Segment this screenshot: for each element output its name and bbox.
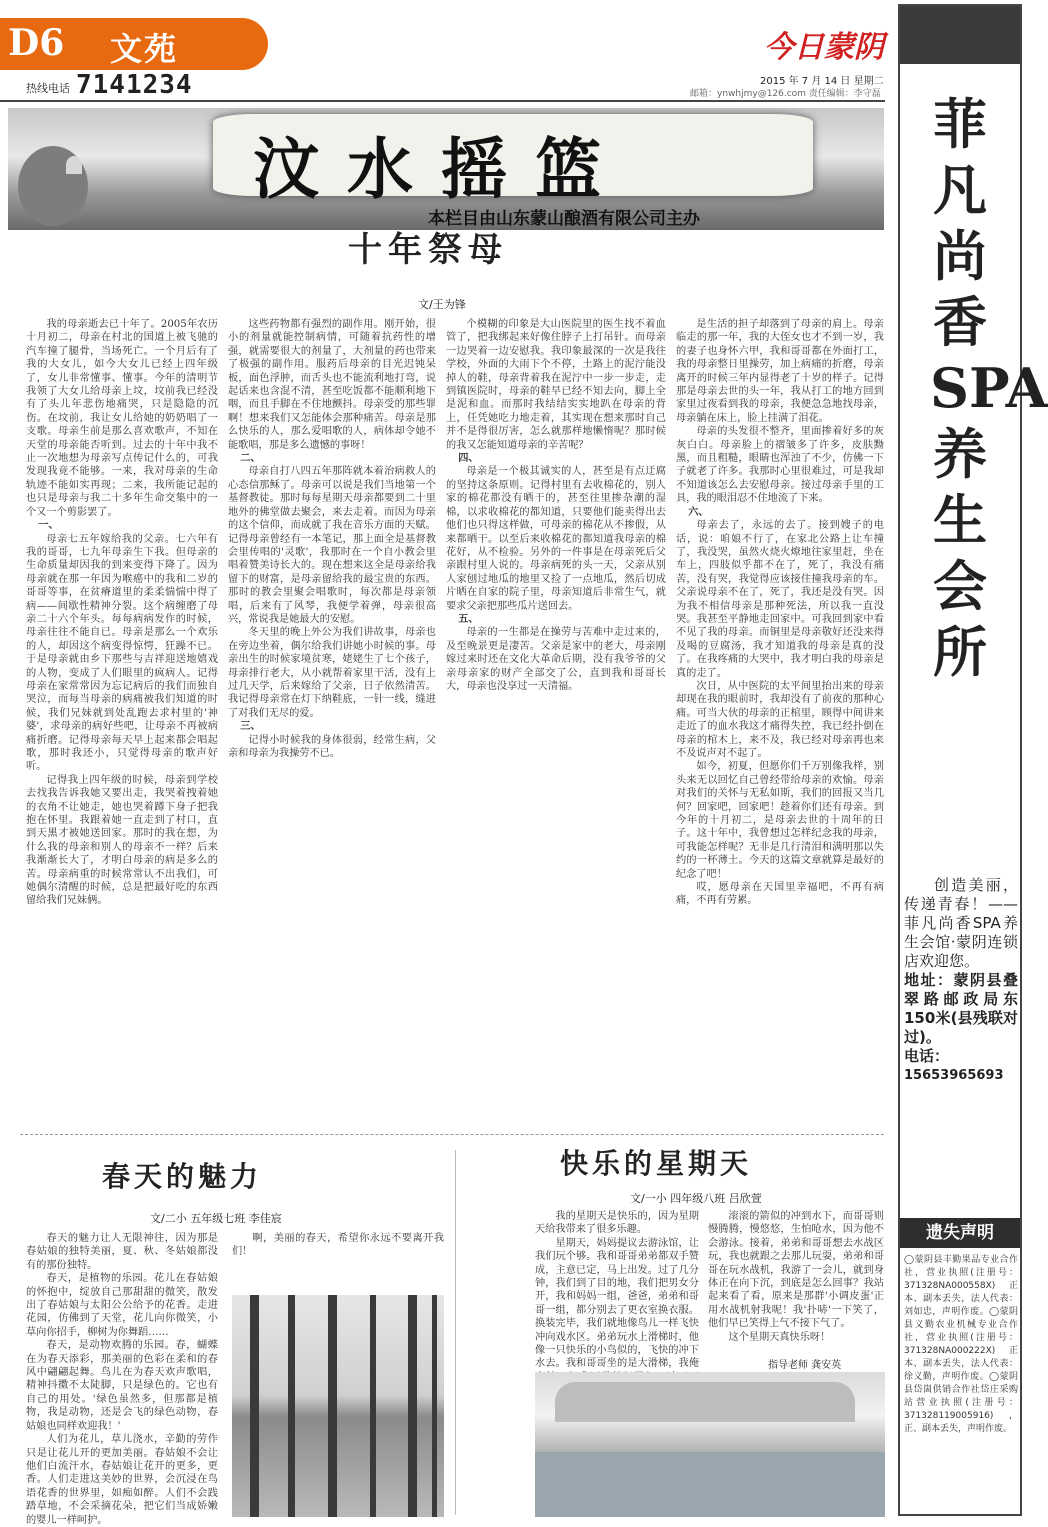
article-column-2 [228, 318, 436, 1126]
article-title: 十年祭母 [348, 230, 508, 270]
section-heading: 二、 [240, 452, 261, 465]
banner-sponsor: 本栏目由山东蒙山酿酒有限公司主办 [428, 209, 700, 229]
section-heading: 六、 [688, 505, 709, 518]
spa-ad-title: 菲凡尚香SPA养生会所 [930, 92, 1048, 684]
page-number: D6 [8, 22, 65, 64]
section-name: 文苑 [110, 30, 179, 68]
paragraph: 次日，从中医院的太平间里抬出来的母亲却现在我的眼前时，我却没有了前夜的那种心痛。可当大伙的母亲的正棺里，顾得中间讲来走近了的血水我这才痛得失控，我已经扑倒在母亲的棺木上，来不及，我已经对母亲再也来不及说声对不起了。 [676, 680, 884, 759]
paragraph: 母亲去了，永远的去了。接到嫂子的电话，说：咱娘不行了，在家北公路上让车撞了，我没哭，虽然火烧火燎地往家里赶，坐在车上，四肢似乎都不在了，死了，我没有痛苦，没有哭，我觉得应该接住撞我母亲的车。父亲说母亲不在了，死了，我还是没有哭。因为我不相信母亲是那种死法，所以我一直没哭。我甚至平静地走回家中。可我回到家中看不见了我的母亲。而铜里是母亲敬好还没来得及喝的豆腐汤，我才知道我的母亲是真的没了。在我疼痛的大哭中，我才明白我的母亲是真的走了。 [676, 520, 884, 679]
paragraph: 春天，是动物欢腾的乐园。春，蝴蝶在为春天添彩，那美丽的色彩在柔和的春风中翩翩起舞。鸟儿在为春天欢声歌唱，精神抖擞不太陡脚，只是绿色的。它也有自己的用处。'绿色虽然多，但那都是植物，我是动物，还是会飞的绿色动物，春姑娘也同样欢迎我！' [26, 1340, 218, 1432]
paragraph: 个模糊的印象是大山医院里的医生找不着血管了，把我绑起来好像住脖子上打吊针。而母亲一边哭着一边安慰我。我印象最深的一次是我往学校，外面的大雨下个不停，土路上的泥泞能没掉人的鞋，母亲背着我在泥泞中一步一步走，走到镇医院时，母亲的鞋早已经不知去向，脚上全是泥和血。而那时我结结实实地趴在母亲的背上，任凭她吃力地走着，其实现在想来那时自己并不是得很厉害，怎么就那样地懒惰呢？那时候的我又怎能知道母亲的辛苦呢？ [446, 319, 666, 451]
lost-notice-body: ◯蒙阴县丰勤果品专业合作社，营业执照(注册号：371328NA000558X)正本、副本丢失，法人代表：刘如忠，声明作废。◯蒙阴县义勤农业机械专业合作社，营业执照(注册号：371328NA000222X)正本、副本丢失，法人代表：徐义勤，声明作废。◯蒙阴县岱崮供销合作社岱庄采购站营业执照(注册号：371328119005916)，正、副本丢失，声明作废。 [904, 1255, 1018, 1434]
paragraph: 春天，是植物的乐园。花儿在春姑娘的怀抱中，绽放自己那甜甜的微笑，散发出了春姑娘与太阳公公给予的花香。走进花园，仿佛到了天堂，花儿向你微笑，小草向你招手，柳树为你舞蹈…… [26, 1273, 218, 1338]
column-banner [8, 108, 884, 230]
header-rule [0, 100, 885, 102]
article-byline: 文/王为锋 [418, 298, 466, 311]
article-column-8 [708, 1210, 884, 1352]
spa-ad-phone-label: 电话： [904, 1047, 950, 1065]
banner-title: 汶水摇篮 [253, 130, 629, 208]
article-column-4 [676, 318, 884, 1126]
section-heading: 四、 [458, 452, 479, 465]
lotus-flower-icon [66, 156, 82, 174]
article-title: 快乐的星期天 [560, 1147, 753, 1180]
paragraph: 我的母亲逝去已十年了。2005年农历十月初二，母亲在村北的国道上被飞驰的汽车撞了腿骨，当场死亡。一个月后有了我的大女儿，如今大女儿已经上四年级了，女儿非常懂事、懂事。今年的清明节我领了大女儿给母亲上坟，坟前我已经没有了头儿年悲伤地痛哭，只是隐隐的沉伤。在坟前，我让女儿给她的奶奶唱了一支歌。母亲生前是那么喜欢歌声，不知在天堂的母亲能否听到。过去的十年中我不止一次地想为母亲写点传记什么的，可我发现我竟不能够。一来，我对母亲的生命轨迹不能如实再现；二来，我所能记起的也只是母亲与我二十多年生命交集中的一个又一个剪影罢了。 [26, 319, 218, 518]
section-divider [20, 1134, 884, 1135]
paragraph: 这个星期天真快乐呀！ [728, 1331, 831, 1343]
paragraph: 记得我上四年级的时候，母亲到学校去找我告诉我她又要出走，我哭着拽着她的衣角不让她走，她也哭着蹲下身子把我抱在怀里。我跟着她一直走到了村口，直到天黑才被她送回家。那时的我在想，为什么我的母亲和别人的母亲不一样？后来我渐渐长大了，才明白母亲的病是多么的苦。母亲病重的时候常常认不出我们，可她偶尔清醒的时候，总是把最好吃的东西留给我们兄妹俩。 [26, 774, 218, 907]
spa-ad-phone: 15653965693 [904, 1068, 1004, 1083]
hotline-number: 7141234 [76, 70, 193, 100]
paragraph: 哎，愿母亲在天国里幸福吧，不再有病痛，不再有劳累。 [676, 882, 884, 907]
paragraph: 记得小时候我的身体很弱，经常生病，父亲和母亲为我操劳不已。 [228, 734, 436, 759]
paragraph: 母亲是一个极其诚实的人，甚至是有点迂腐的坚持这条原则。记得村里有去收棉花的，别人家的棉花都没有晒干的，甚至往里掺杂潮的湿棉，以求收棉花的都知道，只要他们能卖得出去他们也只得这样做，可母亲的棉花从不掺假，从来都晒干。以至后来收棉花的都知道我母亲的棉花好，从不检验。另外的一件事是在母亲死后父亲跟村里人说的。母亲病死的头一天，父亲从别人家刨过地瓜的地里又捡了一点地瓜，然后切成片晒在自家的院子里，母亲知道后非常生气，就要求父亲把那些瓜片送回去。 [446, 466, 666, 612]
paragraph: 我的星期天是快乐的，因为星期天给我带来了很多乐趣。 [535, 1211, 699, 1236]
spa-ad-body [904, 876, 1018, 1085]
section-heading: 五、 [458, 612, 479, 625]
paragraph: 星期天，妈妈提议去游泳馆，让我们玩个够。我和哥哥弟弟都双手赞成，主意已定，马上出发。过了几分钟，我们到了目的地，我们把男女分开，我和妈妈一组，爸爸，弟弟和哥哥一组，都分别去了更衣室换衣服。换装完毕，我们就地像鸟儿一样飞快冲向戏水区。弟弟玩水上滑梯时，他像一只快乐的小鸟似的，飞快的冲下水去。我和哥哥坐的是大滑梯，我俺 [535, 1237, 699, 1370]
paragraph: 母亲的一生都是在操劳与苦难中走过来的，及至晚景更是凄苦。父亲是家中的老大，母亲刚嫁过来时还在文化大革命后期，没有我爷爷的父亲母亲家的财产全部交了公，直到我和哥哥长大，母亲也没享过一天清福。 [446, 627, 666, 692]
paragraph: 啊，美丽的春天，希望你永远不要离开我们！ [232, 1233, 444, 1258]
article-byline: 文/一小 四年级八班 吕欣萱 [630, 1192, 762, 1205]
article-column-6 [232, 1232, 444, 1288]
paragraph: 母亲自打八四五年那阵就本着治病救人的心态信那稣了。母亲可以说是我们当地第一个基督教徒。那时每每星期天母亲都要到二十里地外的佛堂做去聚会，来去走着。而因为母亲的这个信仰，而成就了我在音乐方面的天赋。记得母亲曾经有一本笔记，那上面全是基督教会里传唱的'灵歌'，我那时在一个自小教会里唱着赞美诗长大的。现在想来这全是母亲给我留下的财富，是母亲留给我的最宝贵的东西。那时的教会里聚会唱歌时，每次都是母亲领唱，后来有了风琴，我便学着弹，母亲很高兴，常说我是她最大的安慰。 [228, 466, 436, 625]
editor-email: 邮箱：ynwhjmy@126.com 责任编辑：李守磊 [690, 89, 881, 99]
paragraph: 春天的魅力让人无限神往，因为那是春姑娘的独特美丽，夏、秋、冬姑娘都没有的那份独特。 [26, 1233, 218, 1271]
issue-date: 2015 年 7 月 14 日 星期二 [760, 76, 884, 87]
article-title: 春天的魅力 [102, 1160, 263, 1193]
paragraph: 这些药物都有强烈的副作用。刚开始，很小的剂量就能控制病情，可随着抗药性的增强，就需要很大的剂量了，大剂量的药也带来了极强的副作用。服药后母亲的目光迟钝呆板，面色浮肿，而舌头也不能流利地打弯，说起话来也含混不清，甚至吃饭都不能顺利地下咽，而且手脚在不住地颤抖。母亲受的那些罪啊！想来我们又怎能体会那种痛苦。母亲是那么快乐的人，那么爱唱歌的人，病体却令她不能歌唱，那是多么遗憾的事呀！ [228, 319, 436, 451]
page-section-tab [0, 18, 268, 70]
section-heading: 一、 [38, 519, 59, 532]
forest-photo [232, 1295, 444, 1517]
article-column-5 [26, 1232, 218, 1526]
paragraph: 人们为花儿，草儿浇水，辛勤的劳作只是让花儿开的更加美丽。春姑娘不会让他们白流汗水，春姑娘让花开的更多，更香。人们走进这美妙的世界，会沉浸在鸟语花香的世界里，如痴如醉。人们不会践踏草地，不会采摘花朵，把它们当成娇嫩的婴儿一样呵护。 [26, 1434, 218, 1526]
paragraph: 是生活的担子却落到了母亲的肩上。母亲临走的那一年，我的大侄女也才不到一岁，我的妻子也身怀六甲，我和哥哥都在外面打工，我的母亲整日里操劳，加上病痛的折磨，母亲离开的时候三年内显得老了十岁的样子。记得那是母亲去世的头一年，我从打工的地方回到家里过夜看到我的母亲，我便急急地找母亲，母亲躺在床上，脸上挂满了泪花。 [676, 319, 884, 424]
castle-shape [555, 1382, 855, 1422]
pool-shape [535, 1452, 885, 1517]
spa-ad-slogan: 创造美丽，传递青春！——菲凡尚香SPA养生会馆·蒙阴连锁店欢迎您。 [904, 876, 1018, 970]
newspaper-logo: 今日蒙阴 [764, 30, 884, 65]
hotline-label: 热线电话 [26, 82, 70, 95]
article-column-7 [535, 1210, 699, 1370]
sidebar-ad-column [898, 4, 1048, 1516]
section-heading: 三、 [240, 720, 261, 733]
paragraph: 滚滚的箭似的冲到水下，而哥哥则慢腾腾，慢悠悠，生怕呛水，因为他不会游泳。接着，弟弟和哥哥想去水战区玩，我也就跟之去那儿玩耍，弟弟和哥哥在玩水战机，我游了一会儿，就到身体正在向下沉，到底是怎么回事？我站起来看了看，原来是那群'小调皮蛋'正用水战机射我呢！我'扑哧'一下笑了，他们早已笑得上气不接下气了。 [708, 1211, 884, 1330]
paragraph: 如今，初夏，但愿你们千万别像我样，别头来无以回忆自己曾经带给母亲的欢愉。母亲对我们的关怀与无私如斯，我们的回报又当几何？回家吧，回家吧！趁着你们还有母亲。到今年的十月初二，是母亲去世的十周年的日子。这十年中，我曾想过怎样纪念我的母亲，可我能怎样呢？无非是几行清泪和满明那以失约的一杯薄土。今天的这篇文章就算是最好的纪念了吧！ [676, 761, 884, 880]
waterpark-photo [535, 1372, 885, 1517]
sidebar-top-bar [900, 6, 1020, 64]
article-column-1 [26, 318, 218, 1126]
lost-notice-title: 遗失声明 [900, 1218, 1020, 1248]
paragraph: 母亲七五年嫁给我的父亲。七六年有我的哥哥，七九年母亲生下我。但母亲的生命质量却因我的到来变得下降了。因为母亲就在那一年因为喉癌中的我和二岁的哥哥等事，在贫瘠道里的柔柔惴惴中得了病——间歇性精神分裂。这个病缠磨了母亲二十六个年头。每每病病发作的时候，母亲往往不能自已。母亲是那么一个欢乐的人，却因这个病变得惊愕，狂躁不已。于是母亲就由乡下那些与吉祥迎送地嬉戏的人物，变成了人们眼里的疯病人。记得母亲在家常常因为忘记病后的我们而独自哭泣，而每当母亲的病痛被我们知道的时候，我们兄妹就到处乱跑去求村里的'神婆'，求母亲的病好些吧，让母亲不再被病痛折磨。记得母亲每天早上起来都会唱起歌，那时我还小，只觉得母亲的歌声好听。 [26, 533, 218, 773]
paragraph: 冬天里的晚上外公为我们讲故事，母亲也在旁边坐着，偶尔给我们讲她小时候的事。母亲出生的时候家境贫寒，姥姥生了七个孩子，母亲排行老大，从小就帮着家里干活，没有上过几天学，后来嫁给了父亲，日子依然清苦。我记得母亲常在灯下纳鞋底，一针一线，缝进了对我们无尽的爱。 [228, 627, 436, 719]
paragraph: 母亲的头发很不整齐，里面掺着好多的灰灰白白。母亲脸上的褶皱多了许多，皮肤黝黑，而且粗糙，眼睛也浑浊了不少，仿佛一下子就老了许多。我那时心里很难过，可是我却不知道该怎么去安慰母亲。接过母亲手里的工具，我的眼泪忍不住地流了下来。 [676, 426, 884, 505]
article-byline: 文/二小 五年级七班 李佳宸 [150, 1212, 282, 1225]
teacher-credit: 指导老师 龚安英 [768, 1360, 842, 1371]
column-rule [455, 1150, 456, 1515]
spa-ad-address: 地址：蒙阴县叠翠路邮政局东150米(县残联对过)。 [904, 971, 1018, 1046]
article-column-3 [446, 318, 666, 1126]
